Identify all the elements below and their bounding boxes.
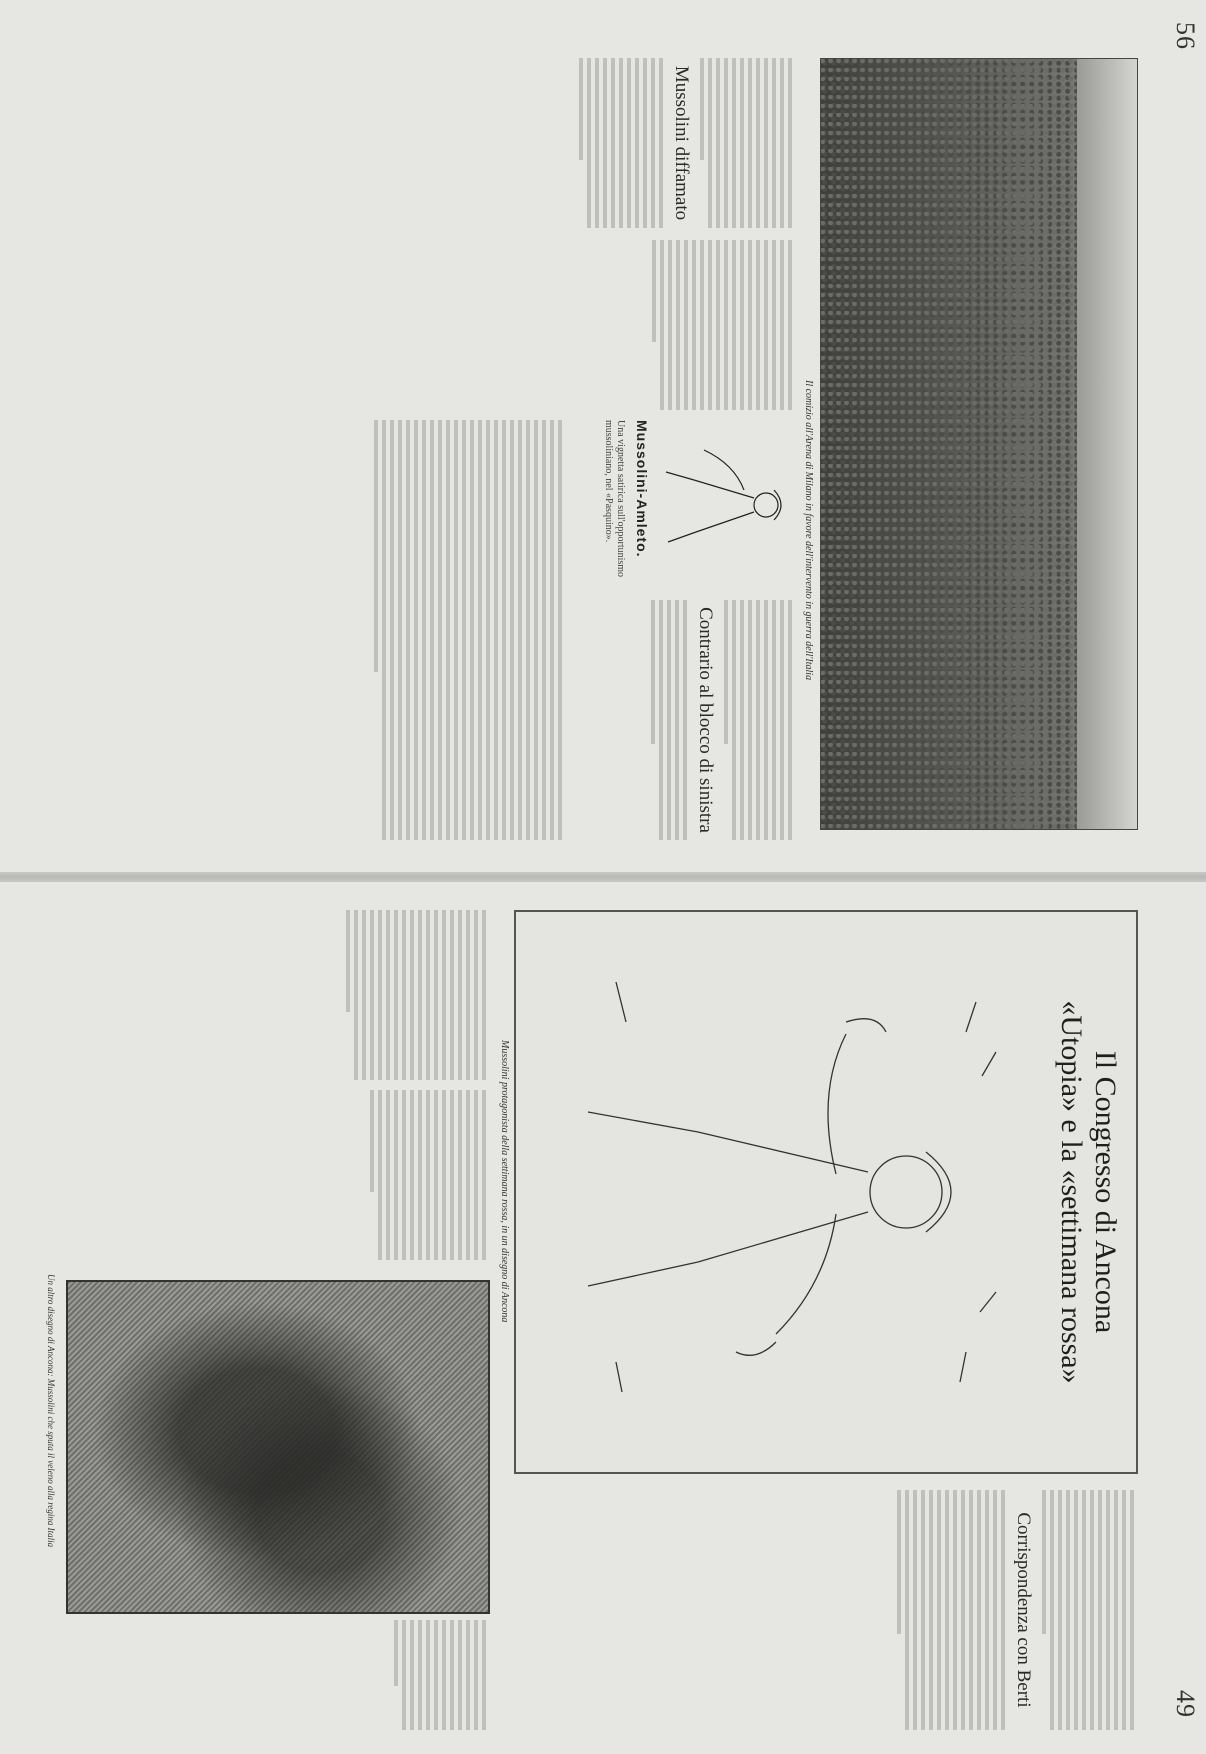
subhead-mussolini-diffamato: Mussolini diffamato — [671, 65, 692, 221]
page-number-right: 49 — [1171, 1690, 1200, 1718]
ancona-etching — [66, 1280, 490, 1614]
cartoon-caption: Mussolini protagonista della settimana rossa, in un disegno di Ancona — [499, 1040, 510, 1323]
left-col-2 — [26, 240, 796, 410]
headline-line-2: «Utopia» e la «settimana rossa» — [1055, 1000, 1088, 1384]
page-number-left: 56 — [1171, 22, 1200, 50]
crowd-photo — [820, 58, 1138, 830]
right-col-1 — [30, 910, 490, 1080]
amleto-cartoon — [656, 420, 796, 590]
subhead-contrario-blocco: Contrario al blocco di sinistra — [695, 607, 716, 833]
subhead-corrispondenza-berti: Corrispondenza con Berti — [1013, 1512, 1034, 1708]
settimana-rossa-cartoon — [556, 962, 1036, 1422]
amleto-cartoon-title: Mussolini-Amleto. — [634, 420, 650, 558]
left-col-4 — [26, 420, 566, 840]
headline-box — [514, 910, 1138, 1474]
left-col-1 — [26, 58, 796, 228]
right-col-2 — [30, 1090, 490, 1260]
crowd-photo-sky — [1077, 59, 1137, 829]
headline — [1054, 912, 1122, 1472]
right-col-3 — [498, 1490, 1138, 1730]
ancona-etching-figures — [68, 1282, 488, 1612]
amleto-cartoon-caption: Una vignetta satirica sull'opportunismo mussoliniano, nel «Pasquino». — [603, 420, 626, 578]
right-col-4 — [30, 1620, 490, 1730]
etching-caption: Un altro disegno di Ancona: Mussolini che sputa il veleno alla regina Italia — [46, 1274, 56, 1548]
headline-line-1: Il Congresso di Ancona — [1089, 1050, 1122, 1334]
crowd-photo-caption: Il comizio all'Arena di Milano in favore dell'intervento in guerra dell'Italia — [803, 380, 814, 681]
page-gutter — [0, 872, 1206, 882]
